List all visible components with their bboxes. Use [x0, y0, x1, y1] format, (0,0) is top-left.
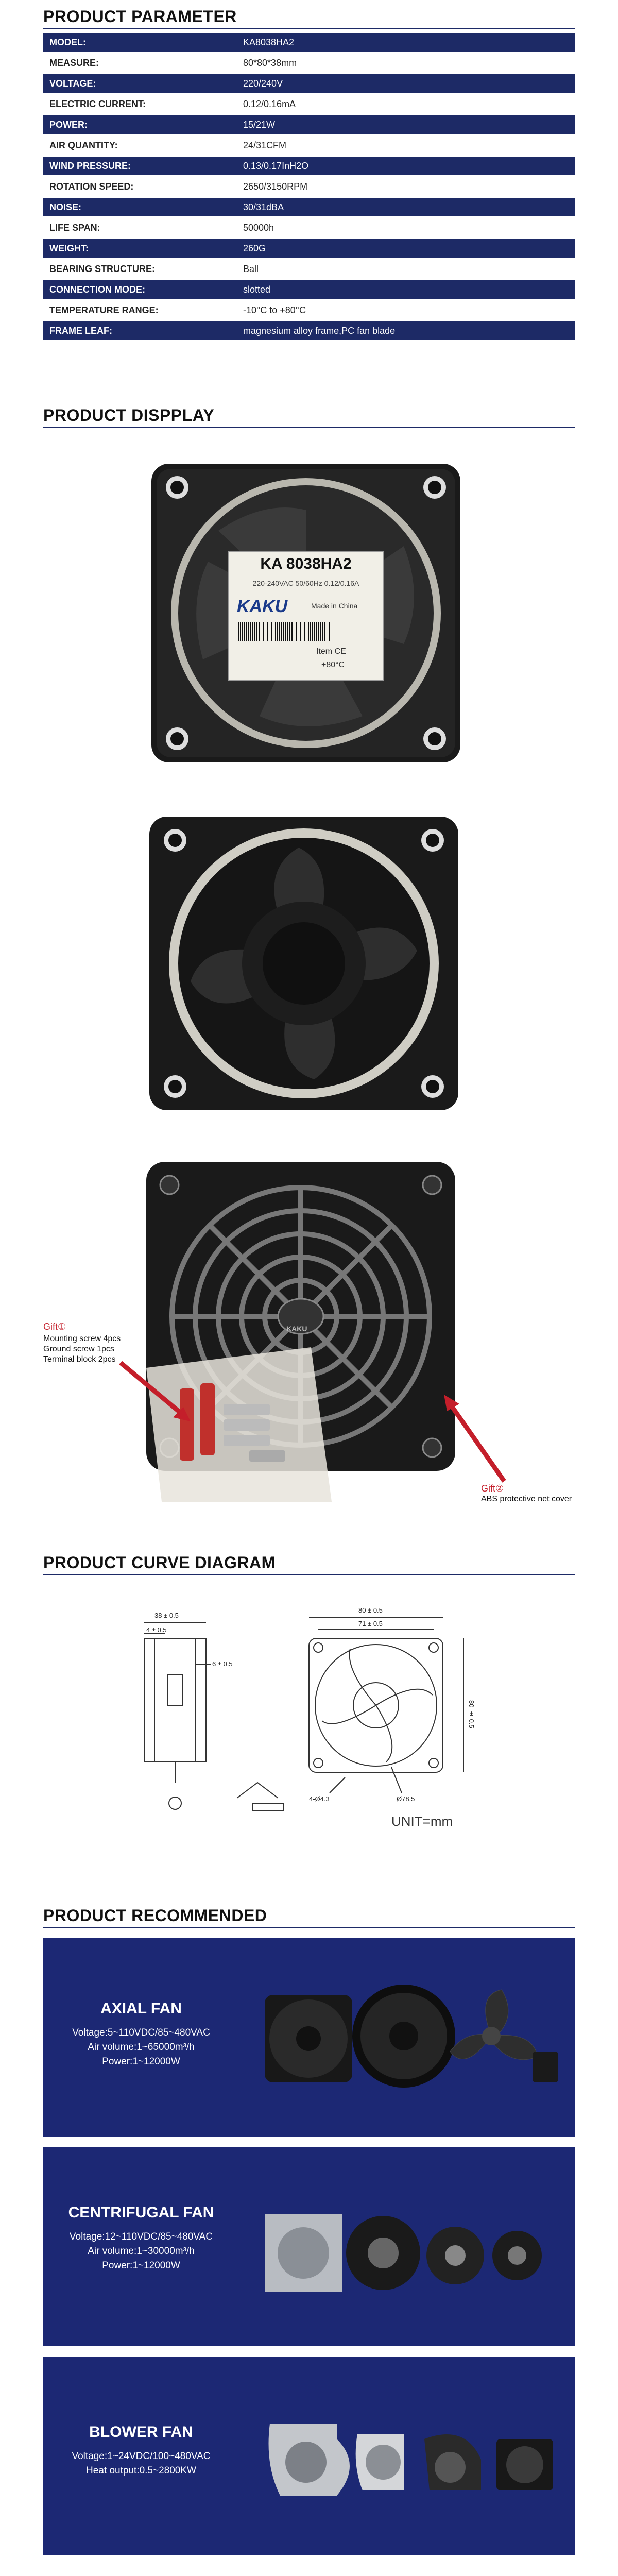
parameter-row	[43, 95, 575, 113]
recommended-card-blower[interactable]	[43, 2357, 575, 2555]
parameter-row	[43, 301, 575, 319]
parameter-table	[43, 33, 575, 342]
recommended-title: CENTRIFUGAL FAN	[68, 2204, 214, 2221]
parameter-key: MEASURE:	[49, 57, 99, 68]
section-rule	[43, 1927, 575, 1928]
parameter-value: 50000h	[243, 222, 274, 233]
dim-height: 80 ± 0.5	[468, 1700, 475, 1728]
recommended-line: Voltage:12~110VDC/85~480VAC	[69, 2231, 213, 2242]
gift1-list	[43, 1334, 121, 1365]
fan-label-origin: Made in China	[311, 602, 358, 610]
parameter-value: 30/31dBA	[243, 201, 284, 212]
parameter-value: slotted	[243, 284, 271, 295]
parameter-row	[43, 260, 575, 278]
gift2-line: ABS protective net cover	[481, 1495, 572, 1503]
dim-side-inner: 4 ± 0.5	[146, 1626, 167, 1634]
recommended-line: Power:1~12000W	[102, 2260, 180, 2271]
dim-side-top: 38 ± 0.5	[154, 1612, 179, 1619]
parameter-key: LIFE SPAN:	[49, 222, 100, 233]
section-title-display: PRODUCT DISPPLAY	[43, 406, 215, 425]
parameter-key: ROTATION SPEED:	[49, 181, 134, 192]
section-title-curve: PRODUCT CURVE DIAGRAM	[43, 1553, 276, 1572]
recommended-line: Power:1~12000W	[102, 2056, 180, 2067]
parameter-row	[43, 54, 575, 72]
parameter-value: magnesium alloy frame,PC fan blade	[243, 325, 396, 336]
axial-fans-image	[260, 1974, 563, 2103]
parameter-row	[43, 74, 575, 93]
parameter-row	[43, 321, 575, 340]
parameter-value: 15/21W	[243, 119, 276, 130]
parameter-key: FRAME LEAF:	[49, 325, 112, 336]
fan-label-item: Item CE	[316, 647, 346, 656]
parameter-key: WEIGHT:	[49, 243, 89, 253]
parameter-key: ELECTRIC CURRENT:	[49, 98, 146, 109]
fan-back-photo	[144, 811, 464, 1115]
parameter-key: MODEL:	[49, 37, 86, 47]
dim-inner: 71 ± 0.5	[358, 1620, 383, 1628]
parameter-value: 80*80*38mm	[243, 57, 297, 68]
recommended-line: Voltage:5~110VDC/85~480VAC	[72, 2027, 210, 2038]
parameter-value: 2650/3150RPM	[243, 181, 308, 192]
section-rule	[43, 28, 575, 29]
parameter-row	[43, 115, 575, 134]
recommended-line: Voltage:1~24VDC/100~480VAC	[72, 2451, 211, 2462]
parameter-row	[43, 198, 575, 216]
centrifugal-fans-image	[260, 2194, 563, 2307]
parameter-value: 24/31CFM	[243, 140, 287, 150]
parameter-value: 0.12/0.16mA	[243, 98, 296, 109]
parameter-value: -10°C to +80°C	[243, 304, 306, 315]
recommended-title: BLOWER FAN	[89, 2424, 193, 2441]
fan-label-spec: 220-240VAC 50/60Hz 0.12/0.16A	[252, 579, 359, 587]
recommended-card-axial[interactable]	[43, 1938, 575, 2137]
section-title-parameter: PRODUCT PARAMETER	[43, 7, 237, 26]
parameter-key: CONNECTION MODE:	[49, 284, 145, 295]
recommended-card-centrifugal[interactable]	[43, 2147, 575, 2346]
gift1-line: Ground screw 1pcs	[43, 1345, 114, 1353]
recommended-line: Air volume:1~65000m³/h	[88, 2042, 195, 2053]
blower-fans-image	[260, 2403, 563, 2516]
recommended-line: Heat output:0.5~2800KW	[86, 2465, 196, 2476]
fan-front-photo	[146, 459, 466, 768]
parameter-key: BEARING STRUCTURE:	[49, 263, 155, 274]
parameter-value: Ball	[243, 263, 259, 274]
recommended-title: AXIAL FAN	[100, 2000, 182, 2017]
parameter-key: POWER:	[49, 119, 88, 130]
dim-top: 80 ± 0.5	[358, 1606, 383, 1614]
parameter-row	[43, 136, 575, 155]
parameter-key: WIND PRESSURE:	[49, 160, 131, 171]
parameter-key: TEMPERATURE RANGE:	[49, 304, 159, 315]
dim-side-2: 6 ± 0.5	[212, 1660, 233, 1668]
dim-round: Ø78.5	[397, 1795, 415, 1803]
parameter-row	[43, 280, 575, 299]
parameter-value: 260G	[243, 243, 266, 253]
unit-label: UNIT=mm	[391, 1814, 453, 1829]
fan-label-brand: KAKU	[237, 597, 288, 616]
parameter-row	[43, 157, 575, 175]
parameter-key: NOISE:	[49, 201, 82, 212]
parameter-value: KA8038HA2	[243, 37, 295, 47]
fan-label-barcode	[238, 622, 331, 641]
gift2-title: Gift②	[481, 1483, 504, 1494]
parameter-row	[43, 33, 575, 52]
parameter-row	[43, 218, 575, 237]
fan-grill-accessories-photo	[43, 1146, 575, 1507]
parameter-key: VOLTAGE:	[49, 78, 96, 89]
parameter-value: 0.13/0.17InH2O	[243, 160, 309, 171]
parameter-row	[43, 177, 575, 196]
recommended-line: Air volume:1~30000m³/h	[88, 2246, 195, 2257]
gift1-line: Mounting screw 4pcs	[43, 1334, 121, 1343]
section-title-recommended: PRODUCT RECOMMENDED	[43, 1906, 267, 1925]
gift1-line: Terminal block 2pcs	[43, 1355, 116, 1364]
parameter-row	[43, 239, 575, 258]
fan-label-temp: +80°C	[321, 660, 345, 669]
grill-brand: KAKU	[286, 1325, 307, 1333]
fan-label-model: KA 8038HA2	[260, 555, 352, 572]
parameter-key: AIR QUANTITY:	[49, 140, 118, 150]
section-rule	[43, 427, 575, 428]
section-rule	[43, 1574, 575, 1575]
dim-hole: 4-Ø4.3	[309, 1795, 330, 1803]
parameter-value: 220/240V	[243, 78, 283, 89]
gift1-title: Gift①	[43, 1321, 66, 1332]
dimension-drawing	[124, 1597, 515, 1844]
